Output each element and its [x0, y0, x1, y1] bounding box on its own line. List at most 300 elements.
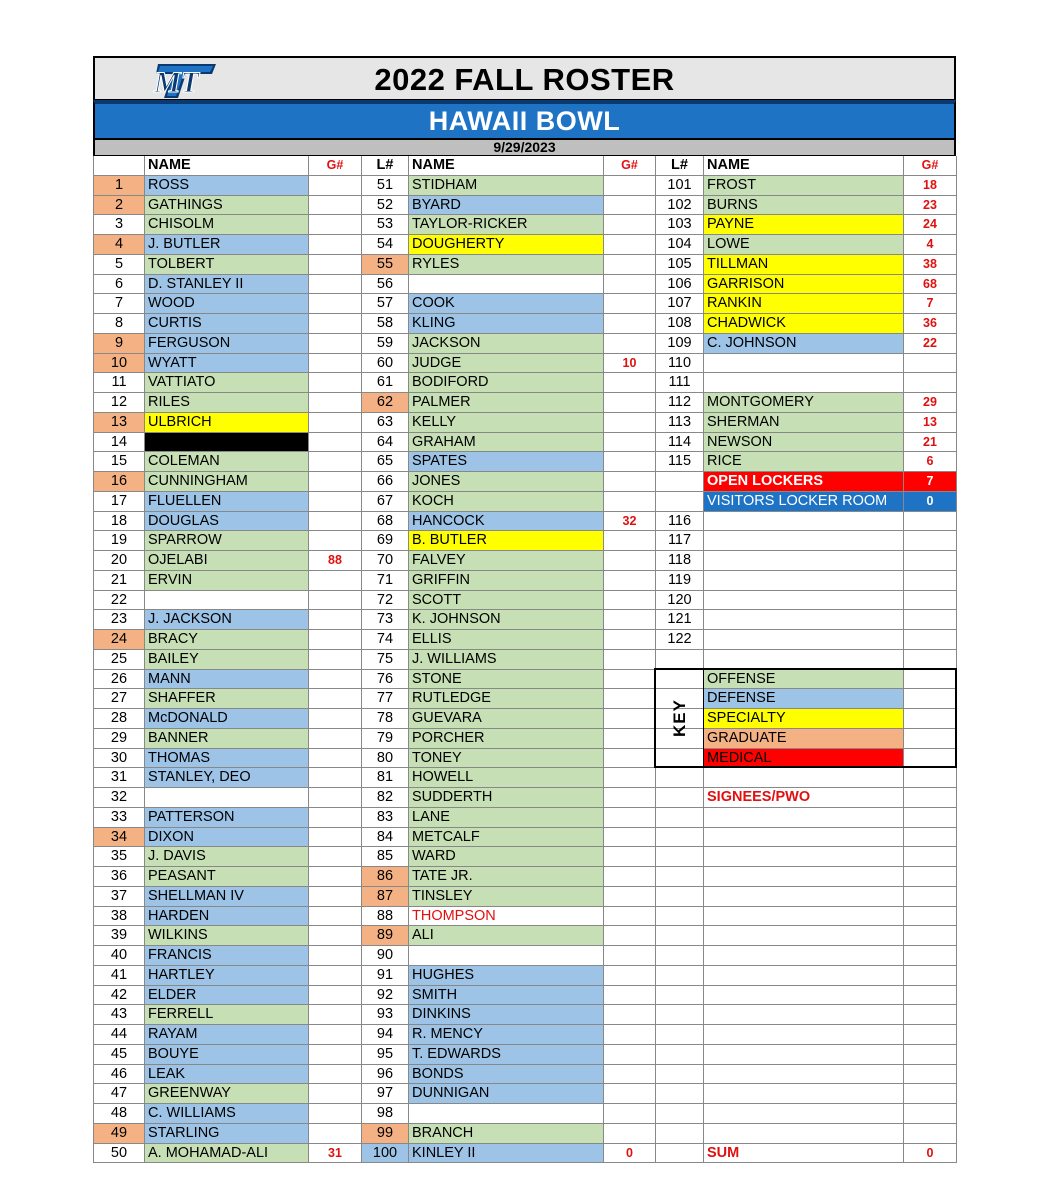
player-name: PATTERSON — [145, 808, 309, 828]
key-label — [656, 670, 704, 766]
player-name: CHISOLM — [145, 215, 309, 235]
player-name — [704, 591, 904, 611]
player-name: NEWSON — [704, 433, 904, 453]
game-number — [309, 1005, 362, 1025]
player-name — [409, 1104, 604, 1124]
game-number — [309, 531, 362, 551]
game-number: 0 — [904, 492, 957, 512]
locker-number — [656, 867, 704, 887]
player-name — [704, 946, 904, 966]
game-number — [904, 571, 957, 591]
table-row — [94, 650, 957, 670]
game-number — [309, 847, 362, 867]
player-name: R. MENCY — [409, 1025, 604, 1045]
locker-number: 112 — [656, 393, 704, 413]
locker-number: 106 — [656, 275, 704, 295]
locker-number — [656, 788, 704, 808]
player-name: ULBRICH — [145, 413, 309, 433]
player-name: LOWE — [704, 235, 904, 255]
player-name: ALI — [409, 926, 604, 946]
game-number — [604, 887, 656, 907]
game-number — [604, 433, 656, 453]
locker-number: 45 — [94, 1045, 145, 1065]
table-row — [94, 907, 957, 927]
game-number — [904, 630, 957, 650]
player-name: STONE — [409, 670, 604, 690]
locker-number: 27 — [94, 689, 145, 709]
player-name — [704, 630, 904, 650]
player-name: HANCOCK — [409, 512, 604, 532]
header-name: NAME — [704, 156, 904, 176]
table-row — [94, 531, 957, 551]
locker-number: 58 — [362, 314, 409, 334]
player-name: PALMER — [409, 393, 604, 413]
player-name: SPARROW — [145, 531, 309, 551]
player-name: SHELLMAN IV — [145, 887, 309, 907]
game-number — [904, 591, 957, 611]
game-number — [604, 196, 656, 216]
game-number — [904, 1045, 957, 1065]
player-name: RILES — [145, 393, 309, 413]
locker-number: 93 — [362, 1005, 409, 1025]
player-name: ROSS — [145, 176, 309, 196]
player-name — [704, 531, 904, 551]
game-number — [904, 729, 957, 749]
player-name — [704, 768, 904, 788]
title-bar — [93, 56, 956, 100]
locker-number: 38 — [94, 907, 145, 927]
game-number — [309, 334, 362, 354]
player-name — [704, 1084, 904, 1104]
table-row — [94, 887, 957, 907]
player-name: KELLY — [409, 413, 604, 433]
player-name: DOUGHERTY — [409, 235, 604, 255]
locker-number: 84 — [362, 828, 409, 848]
locker-number: 99 — [362, 1124, 409, 1144]
locker-number: 10 — [94, 354, 145, 374]
player-name — [704, 986, 904, 1006]
locker-number: 40 — [94, 946, 145, 966]
game-number: 68 — [904, 275, 957, 295]
player-name — [145, 788, 309, 808]
game-number — [309, 749, 362, 769]
game-number — [604, 314, 656, 334]
table-row — [94, 828, 957, 848]
locker-number: 5 — [94, 255, 145, 275]
player-name: CUNNINGHAM — [145, 472, 309, 492]
game-number — [309, 650, 362, 670]
locker-number: 42 — [94, 986, 145, 1006]
table-row — [94, 393, 957, 413]
table-row — [94, 966, 957, 986]
player-name: DUNNIGAN — [409, 1084, 604, 1104]
game-number — [604, 393, 656, 413]
player-name — [704, 1104, 904, 1124]
game-number: 29 — [904, 393, 957, 413]
game-number — [604, 788, 656, 808]
player-name: THOMAS — [145, 749, 309, 769]
locker-number — [656, 1104, 704, 1124]
game-number: 21 — [904, 433, 957, 453]
table-row — [94, 492, 957, 512]
game-number: 22 — [904, 334, 957, 354]
locker-number: 79 — [362, 729, 409, 749]
game-number — [604, 551, 656, 571]
player-name: KLING — [409, 314, 604, 334]
game-number — [309, 887, 362, 907]
player-name: DIXON — [145, 828, 309, 848]
locker-number: 85 — [362, 847, 409, 867]
game-number — [309, 867, 362, 887]
table-row — [94, 1005, 957, 1025]
player-name — [409, 275, 604, 295]
locker-number: 66 — [362, 472, 409, 492]
player-name: FALVEY — [409, 551, 604, 571]
locker-number: 95 — [362, 1045, 409, 1065]
game-number — [604, 907, 656, 927]
player-name: ELLIS — [409, 630, 604, 650]
player-name: SHERMAN — [704, 413, 904, 433]
game-number — [904, 788, 957, 808]
game-number — [309, 729, 362, 749]
locker-number: 90 — [362, 946, 409, 966]
locker-number: 82 — [362, 788, 409, 808]
player-name — [704, 551, 904, 571]
game-number — [309, 373, 362, 393]
table-row — [94, 294, 957, 314]
game-number — [604, 1045, 656, 1065]
player-name — [704, 887, 904, 907]
player-name: KOCH — [409, 492, 604, 512]
game-number — [904, 768, 957, 788]
game-number — [309, 492, 362, 512]
game-number — [309, 709, 362, 729]
player-name — [704, 867, 904, 887]
locker-number: 37 — [94, 887, 145, 907]
player-name: MEDICAL — [704, 749, 904, 769]
game-number — [604, 847, 656, 867]
table-row — [94, 334, 957, 354]
game-number — [904, 373, 957, 393]
game-number: 32 — [604, 512, 656, 532]
locker-number: 114 — [656, 433, 704, 453]
game-number — [604, 749, 656, 769]
locker-number: 116 — [656, 512, 704, 532]
locker-number: 46 — [94, 1065, 145, 1085]
game-number: 18 — [904, 176, 957, 196]
game-number — [604, 334, 656, 354]
game-number — [309, 946, 362, 966]
locker-number — [656, 1005, 704, 1025]
player-name: RANKIN — [704, 294, 904, 314]
table-row — [94, 729, 957, 749]
player-name: GRADUATE — [704, 729, 904, 749]
header-game: G# — [904, 156, 957, 176]
locker-number: 9 — [94, 334, 145, 354]
game-number — [309, 1025, 362, 1045]
table-row — [94, 1045, 957, 1065]
game-number — [309, 591, 362, 611]
player-name: VISITORS LOCKER ROOM — [704, 492, 904, 512]
game-number — [604, 452, 656, 472]
locker-number: 60 — [362, 354, 409, 374]
player-name: OFFENSE — [704, 670, 904, 690]
locker-number: 55 — [362, 255, 409, 275]
game-number — [309, 1104, 362, 1124]
player-name: COLEMAN — [145, 452, 309, 472]
locker-number: 87 — [362, 887, 409, 907]
table-row — [94, 255, 957, 275]
player-name: BANNER — [145, 729, 309, 749]
player-name: BYARD — [409, 196, 604, 216]
player-name — [409, 946, 604, 966]
game-number — [604, 946, 656, 966]
player-name: HOWELL — [409, 768, 604, 788]
locker-number: 115 — [656, 452, 704, 472]
player-name: GUEVARA — [409, 709, 604, 729]
game-number: 0 — [904, 1144, 957, 1164]
locker-number: 92 — [362, 986, 409, 1006]
player-name: J. WILLIAMS — [409, 650, 604, 670]
game-number — [904, 689, 957, 709]
game-number — [604, 986, 656, 1006]
table-row — [94, 670, 957, 690]
game-number — [904, 1124, 957, 1144]
player-name: TINSLEY — [409, 887, 604, 907]
locker-number: 52 — [362, 196, 409, 216]
player-name: THOMPSON — [409, 907, 604, 927]
game-number: 10 — [604, 354, 656, 374]
locker-number: 94 — [362, 1025, 409, 1045]
game-number — [604, 966, 656, 986]
locker-number: 20 — [94, 551, 145, 571]
locker-number: 110 — [656, 354, 704, 374]
player-name: MANN — [145, 670, 309, 690]
game-number — [904, 847, 957, 867]
player-name — [704, 373, 904, 393]
logo-text: MT — [154, 66, 199, 99]
locker-number: 86 — [362, 867, 409, 887]
locker-number: 74 — [362, 630, 409, 650]
locker-number: 91 — [362, 966, 409, 986]
locker-number: 17 — [94, 492, 145, 512]
locker-number: 31 — [94, 768, 145, 788]
player-name: D. STANLEY II — [145, 275, 309, 295]
game-number — [309, 788, 362, 808]
table-row — [94, 630, 957, 650]
locker-number: 2 — [94, 196, 145, 216]
locker-number: 39 — [94, 926, 145, 946]
locker-number: 15 — [94, 452, 145, 472]
player-name: ELDER — [145, 986, 309, 1006]
table-row — [94, 591, 957, 611]
locker-number — [656, 650, 704, 670]
locker-number — [656, 986, 704, 1006]
locker-number: 75 — [362, 650, 409, 670]
player-name: GRAHAM — [409, 433, 604, 453]
locker-number — [656, 768, 704, 788]
roster-grid — [93, 156, 956, 1163]
game-number — [604, 413, 656, 433]
player-name — [704, 1065, 904, 1085]
column-header-row — [94, 156, 957, 176]
game-number — [309, 235, 362, 255]
locker-number — [656, 1124, 704, 1144]
locker-number: 36 — [94, 867, 145, 887]
game-number — [904, 1104, 957, 1124]
game-number — [604, 275, 656, 295]
locker-number: 1 — [94, 176, 145, 196]
player-name: STANLEY, DEO — [145, 768, 309, 788]
player-name: STARLING — [145, 1124, 309, 1144]
locker-number — [656, 1025, 704, 1045]
player-name: J. BUTLER — [145, 235, 309, 255]
game-number — [904, 1005, 957, 1025]
header-game: G# — [309, 156, 362, 176]
locker-number: 43 — [94, 1005, 145, 1025]
player-name — [704, 571, 904, 591]
player-name: KINLEY II — [409, 1144, 604, 1164]
locker-number: 23 — [94, 610, 145, 630]
locker-number: 111 — [656, 373, 704, 393]
table-row — [94, 433, 957, 453]
game-number — [309, 630, 362, 650]
game-number — [604, 531, 656, 551]
player-name: FRANCIS — [145, 946, 309, 966]
player-name: COOK — [409, 294, 604, 314]
game-number — [309, 215, 362, 235]
locker-number: 70 — [362, 551, 409, 571]
locker-number — [656, 828, 704, 848]
player-name: ERVIN — [145, 571, 309, 591]
game-number — [604, 610, 656, 630]
game-number — [904, 1025, 957, 1045]
game-number: 36 — [904, 314, 957, 334]
game-number — [604, 215, 656, 235]
locker-number: 62 — [362, 393, 409, 413]
player-name: RYLES — [409, 255, 604, 275]
table-row — [94, 867, 957, 887]
game-number — [904, 610, 957, 630]
game-number — [309, 196, 362, 216]
game-number — [904, 749, 957, 769]
subtitle-bar: HAWAII BOWL — [93, 100, 956, 140]
header-name: NAME — [409, 156, 604, 176]
locker-number — [656, 907, 704, 927]
player-name: BRANCH — [409, 1124, 604, 1144]
game-number — [309, 472, 362, 492]
game-number — [309, 294, 362, 314]
game-number: 7 — [904, 294, 957, 314]
player-name: WYATT — [145, 354, 309, 374]
game-number — [309, 393, 362, 413]
header-locker — [94, 156, 145, 176]
locker-number: 120 — [656, 591, 704, 611]
player-name — [145, 591, 309, 611]
game-number — [309, 571, 362, 591]
locker-number — [656, 946, 704, 966]
game-number — [309, 1065, 362, 1085]
game-number — [604, 294, 656, 314]
player-name: K. JOHNSON — [409, 610, 604, 630]
player-name: J. DAVIS — [145, 847, 309, 867]
locker-number: 12 — [94, 393, 145, 413]
locker-number: 73 — [362, 610, 409, 630]
game-number — [604, 1124, 656, 1144]
locker-number: 119 — [656, 571, 704, 591]
player-name: HARTLEY — [145, 966, 309, 986]
locker-number: 25 — [94, 650, 145, 670]
player-name: STIDHAM — [409, 176, 604, 196]
player-name: JUDGE — [409, 354, 604, 374]
player-name: TATE JR. — [409, 867, 604, 887]
locker-number: 51 — [362, 176, 409, 196]
game-number — [604, 828, 656, 848]
player-name: MONTGOMERY — [704, 393, 904, 413]
locker-number: 61 — [362, 373, 409, 393]
game-number: 7 — [904, 472, 957, 492]
locker-number: 72 — [362, 591, 409, 611]
game-number — [604, 1065, 656, 1085]
locker-number: 63 — [362, 413, 409, 433]
player-name: TAYLOR-RICKER — [409, 215, 604, 235]
player-name: PORCHER — [409, 729, 604, 749]
locker-number: 59 — [362, 334, 409, 354]
player-name: GRIFFIN — [409, 571, 604, 591]
game-number: 0 — [604, 1144, 656, 1164]
locker-number: 100 — [362, 1144, 409, 1164]
locker-number: 117 — [656, 531, 704, 551]
game-number — [904, 907, 957, 927]
locker-number: 11 — [94, 373, 145, 393]
player-name: FERGUSON — [145, 334, 309, 354]
locker-number: 122 — [656, 630, 704, 650]
player-name — [704, 650, 904, 670]
player-name: DINKINS — [409, 1005, 604, 1025]
game-number: 38 — [904, 255, 957, 275]
game-number — [904, 512, 957, 532]
player-name: HARDEN — [145, 907, 309, 927]
player-name: GREENWAY — [145, 1084, 309, 1104]
player-name: SUDDERTH — [409, 788, 604, 808]
game-number: 88 — [309, 551, 362, 571]
table-row — [94, 946, 957, 966]
game-number: 23 — [904, 196, 957, 216]
locker-number: 71 — [362, 571, 409, 591]
player-name: WOOD — [145, 294, 309, 314]
locker-number — [656, 887, 704, 907]
player-name — [704, 926, 904, 946]
locker-number: 33 — [94, 808, 145, 828]
locker-number — [656, 926, 704, 946]
locker-number: 97 — [362, 1084, 409, 1104]
game-number — [309, 433, 362, 453]
locker-number: 41 — [94, 966, 145, 986]
locker-number: 76 — [362, 670, 409, 690]
game-number: 6 — [904, 452, 957, 472]
locker-number: 47 — [94, 1084, 145, 1104]
locker-number: 121 — [656, 610, 704, 630]
game-number — [309, 768, 362, 788]
game-number — [604, 709, 656, 729]
player-name — [704, 354, 904, 374]
table-row — [94, 1065, 957, 1085]
game-number — [604, 670, 656, 690]
table-row — [94, 610, 957, 630]
player-name: WARD — [409, 847, 604, 867]
locker-number — [656, 472, 704, 492]
locker-number: 65 — [362, 452, 409, 472]
